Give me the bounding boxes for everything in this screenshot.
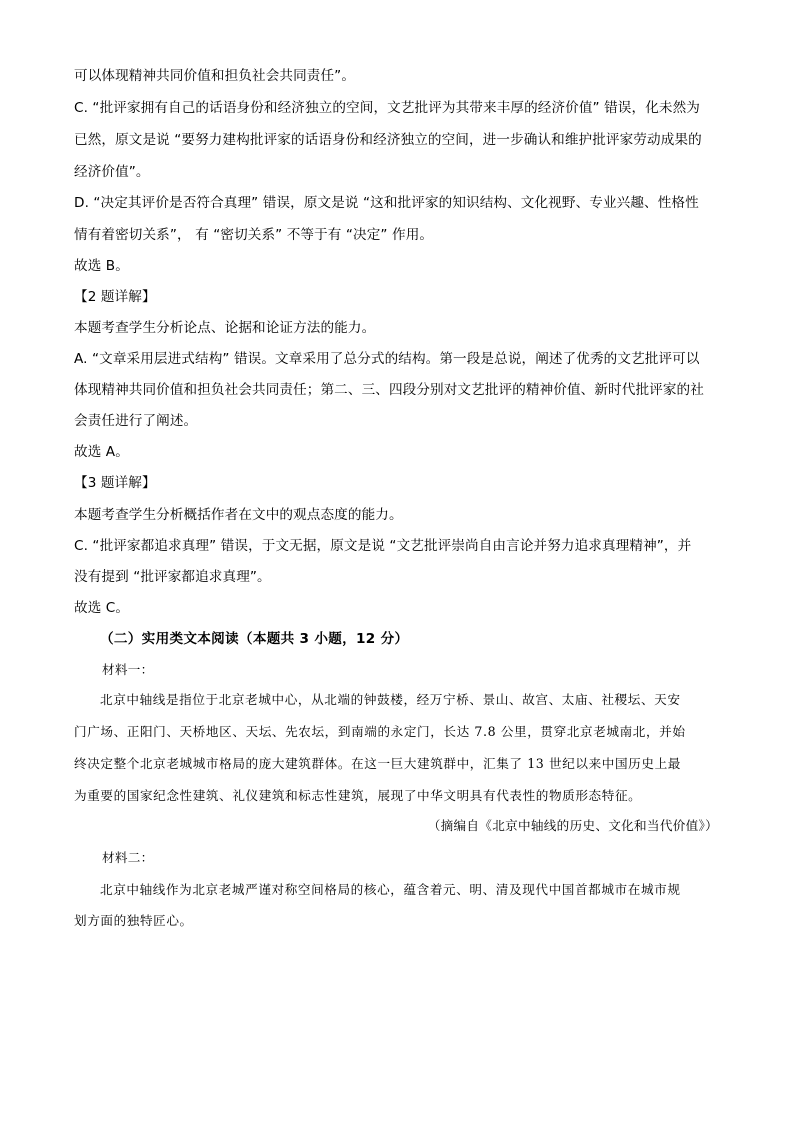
- text-line: 经济价值”。: [74, 164, 150, 180]
- material-label: 材料二：: [102, 850, 154, 865]
- text-line: 本题考查学生分析论点、论据和论证方法的能力。: [74, 320, 376, 336]
- text-line: A. “文章采用层进式结构” 错误。文章采用了总分式的结构。第一段是总说，阐述了优秀的文艺批评可以: [74, 351, 700, 367]
- answer-line: 故选 B。: [74, 258, 129, 274]
- material-line: 为重要的国家纪念性建筑、礼仪建筑和标志性建筑，展现了中华文明具有代表性的物质形态特征。: [74, 788, 642, 803]
- answer-line: 故选 C。: [74, 600, 130, 616]
- material-source: （摘编自《北京中轴线的历史、文化和当代价值》）: [427, 818, 718, 833]
- question-heading: 【2 题详解】: [74, 289, 156, 305]
- text-line: D. “决定其评价是否符合真理” 错误，原文是说 “这和批评家的知识结构、文化视野、专业兴趣、性格性: [74, 195, 699, 211]
- text-line: 已然，原文是说 “要努力建构批评家的话语身份和经济独立的空间，进一步确认和维护批评家劳动成果的: [74, 132, 702, 148]
- material-line: 北京中轴线作为北京老城严谨对称空间格局的核心，蕴含着元、明、清及现代中国首都城市在城市规: [100, 882, 681, 897]
- text-line: 情有着密切关系”， 有 “密切关系” 不等于有 “决定” 作用。: [74, 227, 434, 243]
- material-line: 北京中轴线是指位于北京老城中心，从北端的钟鼓楼，经万宁桥、景山、故宫、太庙、社稷坛、天安: [100, 692, 681, 707]
- material-line: 终决定整个北京老城城市格局的庞大建筑群体。在这一巨大建筑群中，汇集了 13 世纪以来中国历史上最: [74, 756, 681, 771]
- material-label: 材料一：: [102, 662, 154, 677]
- answer-line: 故选 A。: [74, 444, 129, 460]
- text-line: 体现精神共同价值和担负社会共同责任；第二、三、四段分别对文艺批评的精神价值、新时代批评家的社: [74, 382, 704, 398]
- text-line: 没有提到 “批评家都追求真理”。: [74, 569, 271, 585]
- text-line: 本题考查学生分析概括作者在文中的观点态度的能力。: [74, 507, 403, 523]
- text-line: C. “批评家拥有自己的话语身份和经济独立的空间，文艺批评为其带来丰厚的经济价值” 错误，化未然为: [74, 100, 700, 116]
- material-line: 门广场、正阳门、天桥地区、天坛、先农坛，到南端的永定门，长达 7.8 公里，贯穿北京老城南北，并始: [74, 724, 686, 739]
- question-heading: 【3 题详解】: [74, 475, 156, 491]
- text-line: C. “批评家都追求真理” 错误，于文无据，原文是说 “文艺批评崇尚自由言论并努力追求真理精神”，并: [74, 538, 692, 554]
- section-title: （二）实用类文本阅读（本题共 3 小题，12 分）: [100, 631, 409, 647]
- material-line: 划方面的独特匠心。: [74, 913, 193, 928]
- text-line: 可以体现精神共同价值和担负社会共同责任”。: [74, 68, 356, 84]
- text-line: 会责任进行了阐述。: [74, 413, 198, 429]
